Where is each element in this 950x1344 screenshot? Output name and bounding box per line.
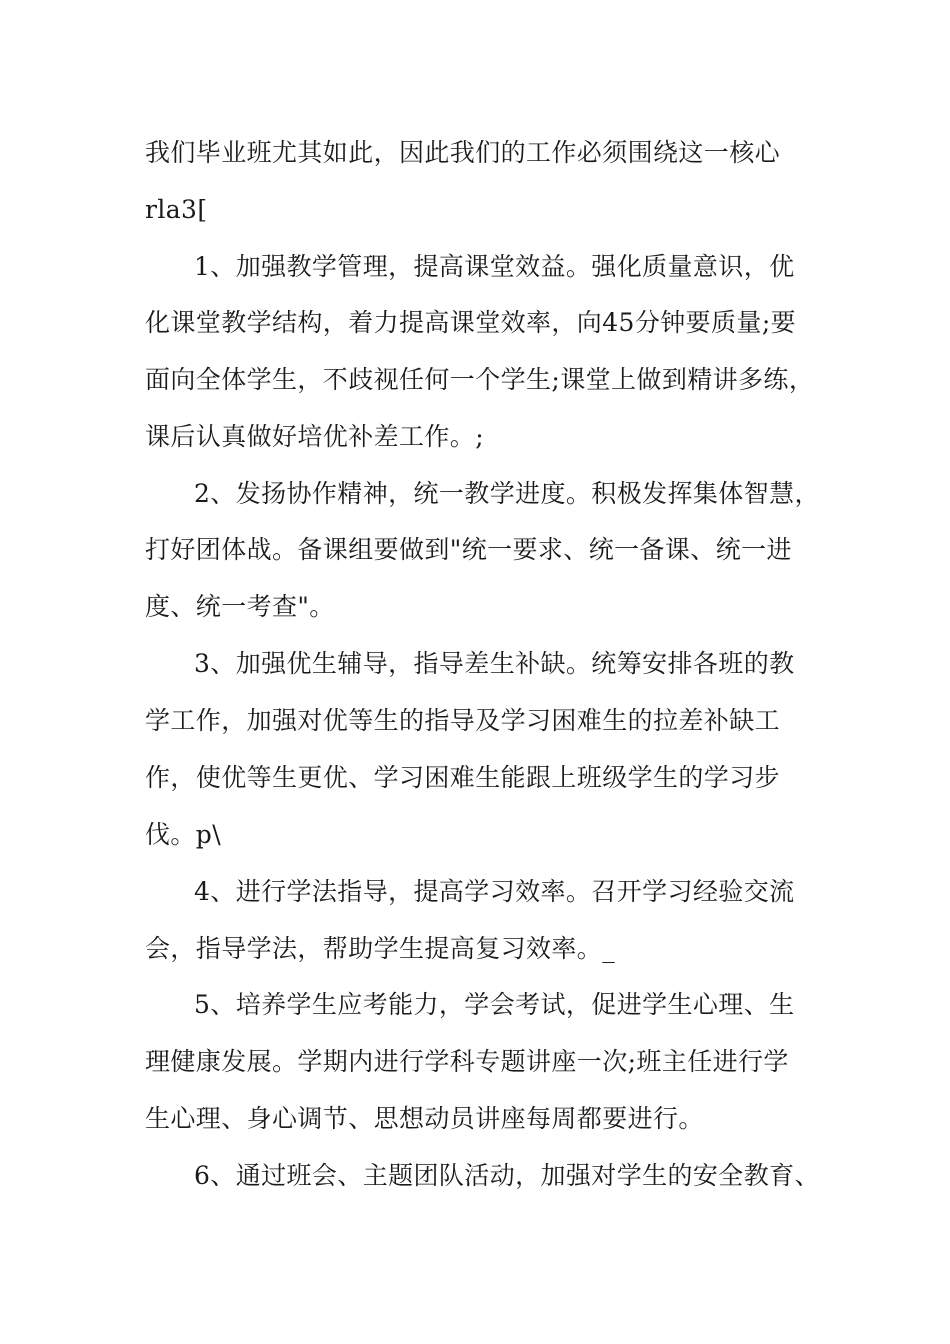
text-line: 面向全体学生，不歧视任何一个学生;课堂上做到精讲多练， — [145, 365, 815, 394]
text-line: 度、统一考查"。 — [145, 592, 335, 621]
paragraph-start-line: 6、通过班会、主题团队活动，加强对学生的安全教育、 — [194, 1161, 820, 1190]
text-line: rla3[ — [145, 195, 208, 224]
text-line: 伐。p\ — [145, 820, 222, 849]
text-line: 会，指导学法，帮助学生提高复习效率。_ — [145, 934, 616, 963]
text-line: 化课堂教学结构，着力提高课堂效率，向45分钟要质量;要 — [145, 308, 797, 337]
text-line: 学工作，加强对优等生的指导及学习困难生的拉差补缺工 — [145, 706, 781, 735]
paragraph-start-line: 5、培养学生应考能力，学会考试，促进学生心理、生 — [194, 990, 795, 1019]
text-line: 课后认真做好培优补差工作。; — [145, 422, 485, 451]
text-line: 打好团体战。备课组要做到"统一要求、统一备课、统一进 — [145, 535, 792, 564]
text-line: 理健康发展。学期内进行学科专题讲座一次;班主任进行学 — [145, 1047, 789, 1076]
paragraph-start-line: 3、加强优生辅导，指导差生补缺。统筹安排各班的教 — [194, 649, 795, 678]
paragraph-start-line: 1、加强教学管理，提高课堂效益。强化质量意识，优 — [194, 252, 795, 281]
text-line: 我们毕业班尤其如此，因此我们的工作必须围绕这一核心 — [145, 138, 781, 167]
text-line: 作，使优等生更优、学习困难生能跟上班级学生的学习步 — [145, 763, 781, 792]
text-line: 生心理、身心调节、思想动员讲座每周都要进行。 — [145, 1104, 704, 1133]
paragraph-start-line: 4、进行学法指导，提高学习效率。召开学习经验交流 — [194, 877, 795, 906]
paragraph-start-line: 2、发扬协作精神，统一教学进度。积极发挥集体智慧， — [194, 479, 820, 508]
